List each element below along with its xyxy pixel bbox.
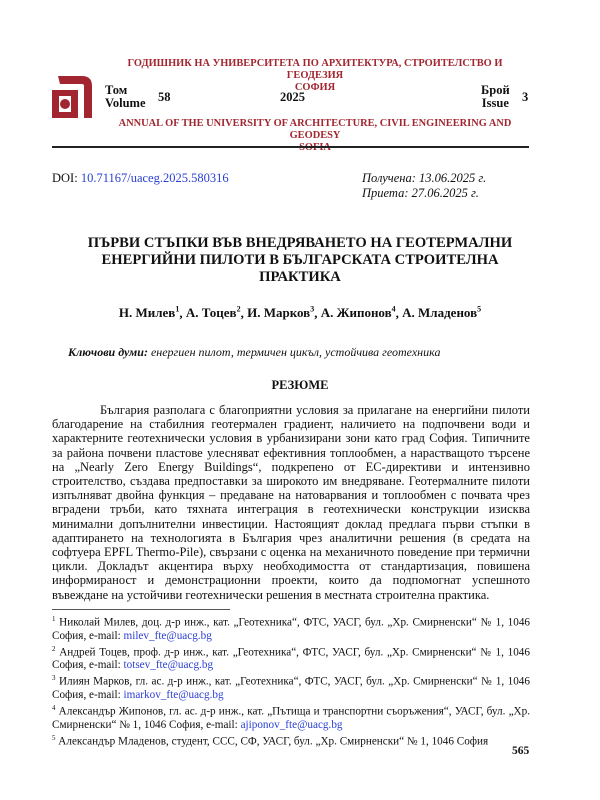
volume-label	[105, 84, 146, 110]
volume-value: 58	[158, 90, 171, 104]
author	[186, 305, 241, 320]
received-date: Получена: 13.06.2025 г.	[362, 171, 487, 185]
journal-title-en-line1: ANNUAL OF THE UNIVERSITY OF ARCHITECTURE, CIVIL ENGINEERING AND GEODESY	[118, 118, 512, 141]
author-affiliation-ref[interactable]: 5	[477, 305, 482, 314]
footnote-text: Николай Милев, доц. д-р инж., кат. „Геотехника“, ФТС, УАСГ, бул. „Хр. Смирненски“ № 1, 1046 София, e-mail:	[52, 616, 531, 642]
author-name: Н. Милев	[118, 305, 176, 321]
footnote	[52, 672, 530, 702]
issue-label-en: Issue	[481, 96, 509, 110]
year: 2025	[280, 90, 305, 104]
author-name: А. Тоцев	[185, 305, 237, 321]
keywords-list: енергиен пилот, термичен цикъл, устойчива геотехника	[150, 345, 441, 359]
footnote-text: Александър Жипонов, гл. ас. д-р инж., кат. „Пътища и транспортни съоръжения“, УАСГ, бул. „Хр. Смирненски“ № 1, 1046 София, e-mail:	[52, 705, 531, 731]
author-affiliation-ref[interactable]: 2	[236, 305, 241, 314]
email-link[interactable]: ajiponov_fte@uacg.bg	[240, 718, 343, 731]
keywords	[68, 345, 440, 360]
email-link[interactable]: milev_fte@uacg.bg	[123, 629, 212, 642]
article-title-line3: ПРАКТИКА	[259, 269, 341, 285]
issue-label	[481, 84, 510, 110]
author	[247, 305, 314, 320]
author-affiliation-ref[interactable]: 1	[175, 305, 180, 314]
accepted-date: Приета: 27.06.2025 г.	[362, 186, 479, 200]
footnote-text: Илиян Марков, гл. ас. д-р инж., кат. „Геотехника“, ФТС, УАСГ, бул. „Хр. Смирненски“ № 1, 1046 София, e-mail:	[52, 676, 530, 702]
page-number: 565	[512, 745, 530, 757]
volume-label-en: Volume	[105, 96, 146, 110]
abstract-body: България разполага с благоприятни условия за прилагане на енергийни пилоти благодарение на стабилния геотермален градиент, наличието на подпочвени води и характерните геотехнически условия в урбанизирани зони като град София. Типичните за района почвени пластове улесняват ефективния топлообмен, а нарастващото търсене на „Nearly Zero Energy Buildings“, подкрепено от ЕС-директиви и интензивно строителство, създава предпоставки за широкото им внедряване. Геотермалните пилоти изпълняват двойна функция – предаване на натоварвания и топлообмен с почвата чрез вградени тръби, като тяхната интеграция в геотехнически конструкции изисква минимални допълнителни инвестиции. Настоящият доклад предлага първи стъпки в адаптирането на технологията в България чрез аналитични решения (в средата на софтуера EPFL Thermo-Pile), свързани с оценка на механичното поведение при термични цикли. Докладът акцентира върху необходимостта от стандартизация, повишена информираност и демонстрационни проекти, които да подпомогнат успешното въвеждане на устойчиви геотехнически решения в местната строителна практика.	[52, 403, 530, 602]
issue-value: 3	[522, 90, 529, 104]
issue-label-bg: Брой	[481, 83, 510, 97]
email-link[interactable]: imarkov_fte@uacg.bg	[123, 689, 224, 702]
footnote-number: 4	[52, 704, 56, 713]
volume-label-bg: Том	[105, 83, 128, 97]
author	[321, 305, 396, 320]
author-affiliation-ref[interactable]: 4	[391, 305, 396, 314]
article-title	[60, 235, 540, 286]
footnote-text: Александър Младенов, студент, ССС, СФ, УАСГ, бул. „Хр. Смирненски“ № 1, 1046 София	[58, 735, 489, 748]
abstract-heading: РЕЗЮМЕ	[271, 378, 329, 392]
footnote-text: Андрей Тоцев, проф. д-р инж., кат. „Геотехника“, ФТС, УАСГ, бул. „Хр. Смирненски“ № 1, 1046 София, e-mail:	[52, 646, 530, 672]
author-affiliation-ref[interactable]: 3	[310, 305, 315, 314]
footnotes	[52, 613, 530, 749]
journal-title-bg	[100, 58, 530, 94]
footnote	[52, 732, 530, 749]
article-dates	[362, 171, 486, 201]
footnote-number: 5	[52, 733, 56, 742]
author-name: А. Жипонов	[320, 305, 392, 321]
author	[402, 305, 481, 320]
journal-title-bg-line1: ГОДИШНИК НА УНИВЕРСИТЕТА ПО АРХИТЕКТУРА, СТРОИТЕЛСТВО И ГЕОДЕЗИЯ	[127, 58, 503, 81]
footnote	[52, 613, 530, 643]
email-link[interactable]: totsev_fte@uacg.bg	[123, 659, 214, 672]
doi-label: DOI:	[52, 171, 78, 185]
footnote-number: 3	[52, 674, 56, 683]
author-name: А. Младенов	[402, 305, 478, 321]
journal-title-en-line2	[100, 142, 530, 154]
author-list: Н. Милев$^1$, А. Тоцев$^2$, И. Марков$^3$, А. Жипонов$^4$, А. Младенов$^5$	[118, 305, 482, 321]
footnote-number: 1	[52, 615, 56, 623]
author	[119, 305, 179, 320]
footnote	[52, 702, 530, 732]
journal-title-en	[100, 118, 530, 154]
article-title-line2: ЕНЕРГИЙНИ ПИЛОТИ В БЪЛГАРСКАТА СТРОИТЕЛНА	[101, 252, 499, 268]
journal-title-bg-line2: СОФИЯ	[294, 82, 336, 93]
doi	[52, 171, 229, 186]
author-name: И. Марков	[247, 305, 311, 321]
footnote-number: 2	[52, 644, 56, 653]
footnote-divider	[52, 609, 230, 610]
university-logo-icon	[52, 76, 92, 118]
keywords-label: Ключови думи:	[68, 345, 148, 359]
article-title-line1: ПЪРВИ СТЪПКИ ВЪВ ВНЕДРЯВАНЕТО НА ГЕОТЕРМАЛНИ	[87, 235, 513, 251]
footnote	[52, 643, 530, 673]
doi-link[interactable]: 10.71167/uaceg.2025.580316	[80, 171, 229, 185]
header-divider	[52, 146, 529, 148]
